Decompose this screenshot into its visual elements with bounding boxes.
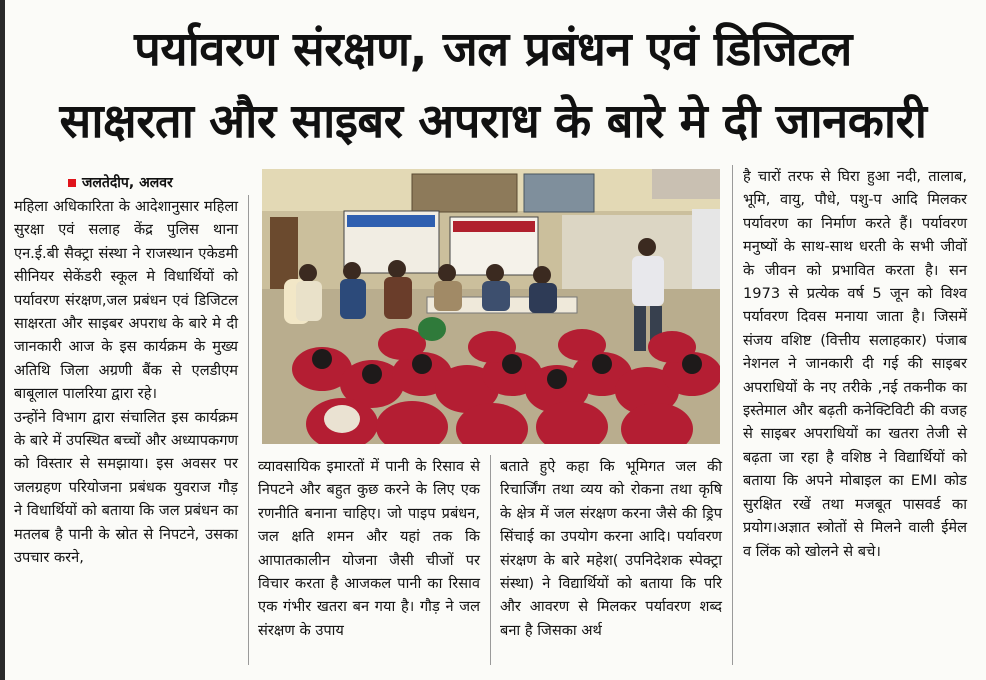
headline xyxy=(0,14,986,158)
byline xyxy=(68,173,173,192)
column-2-text: व्यावसायिक इमारतों में पानी के रिसाव से निपटने और बहुत कुछ करने के लिए एक रणनीति बनाना चाहिए। जो पाइप प्रबंधन, जल क्षति शमन और यहां तक कि आपातकालीन योजना जैसी चीजों पर विचार करता है आजकल पानी का रिसाव एक गंभीर खतरा बन गया है। गौड़ ने जल संरक्षण के उपाय xyxy=(258,458,480,639)
article-column-3 xyxy=(500,455,722,642)
headline-line-1: पर्यावरण संरक्षण, जल प्रबंधन एवं डिजिटल xyxy=(134,22,852,77)
article-column-4 xyxy=(743,165,967,563)
column-rule-3 xyxy=(732,165,733,665)
byline-text: जलतेदीप, अलवर xyxy=(82,175,173,191)
column-3-text: बताते हुऐ कहा कि भूमिगत जल की रिचार्जिंग तथा व्यय को रोकना तथा कृषि के क्षेत्र में जल संरक्षण करना जैसे की ड्रिप सिंचाई का उपयोग करना आदि। पर्यावरण संरक्षण के बारे महेश( उपनिदेशक स्पेक्ट्रा संस्था) ने विद्यार्थियों को बताया कि परि और आवरण से मिलकर पर्यावरण शब्द बना है जिसका अर्थ xyxy=(500,458,722,639)
event-photo xyxy=(262,169,720,444)
column-1-paragraph-2: उन्होंने विभाग द्वारा संचालित इस कार्यक्रम के बारे में उपस्थित बच्चों और अध्यापकगण को विस्तार से समझाया। इस अवसर पर जलग्रहण परियोजना प्रबंधक युवराज गौड़ ने विधार्थियों को बताया कि जल प्रबंधन का मतलब है पानी के स्रोत से निपटने, उसका उपचार करने, xyxy=(14,408,238,567)
column-rule-1 xyxy=(248,195,249,665)
column-1-paragraph-1: महिला अधिकारिता के आदेशानुसार महिला सुरक्षा एवं सलाह केंद्र पुलिस थाना एन.ई.बी सैक्ट्रा संस्था ने राजस्थान एकेडमी सीनियर सेकेंडरी स्कूल मे विधार्थियों को पर्यावरण संरक्षण,जल प्रबंधन एवं डिजिटल साक्षरता और साइबर अपराध के बारे मे दी जानकारी आज के इस कार्यक्रम के मुख्य अतिथि जिला अग्रणी बैंक से एलडीएम बाबूलाल पालरिया द्वारा रहे। xyxy=(14,198,238,403)
event-photo-illustration xyxy=(262,169,720,444)
headline-line-2: साक्षरता और साइबर अपराध के बारे मे दी जानकारी xyxy=(59,94,927,149)
red-square-icon xyxy=(68,179,76,187)
column-rule-2 xyxy=(490,455,491,665)
article-column-2 xyxy=(258,455,480,642)
column-4-text: है चारों तरफ से घिरा हुआ नदी, तालाब, भूमि, वायु, पौधे, पशु-प आदि मिलकर पर्यावरण का निर्माण करते हैं। पर्यावरण मनुष्यों के साथ-साथ धरती के सभी जीवों के जीवन को प्रभावित करता है। सन 1973 से प्रत्येक वर्ष 5 जून को विश्व पर्यावरण दिवस मनाया जाता है। जिसमें संजय वशिष्ट (वित्तीय सलाहकार) पंजाब नेशनल ने जानकारी दी गई की साइबर अपराधियों के नए तरीके ,नई तकनीक का इस्तेमाल और बढ़ती कनेक्टिविटी की वजह से साइबर अपराधियों का खतरा तेजी से बढ़ता जा रहा है वशिष्ठ ने विद्यार्थियों को बताया कि अपने मोबाइल का EMI कोड सुरक्षित रखें तथा मजबूत पासवर्ड का प्रयोग।अज्ञात स्त्रोतों से मिलने वाली ईमेल व लिंक को खोलने से बचे। xyxy=(743,168,967,560)
article-column-1 xyxy=(14,195,238,570)
